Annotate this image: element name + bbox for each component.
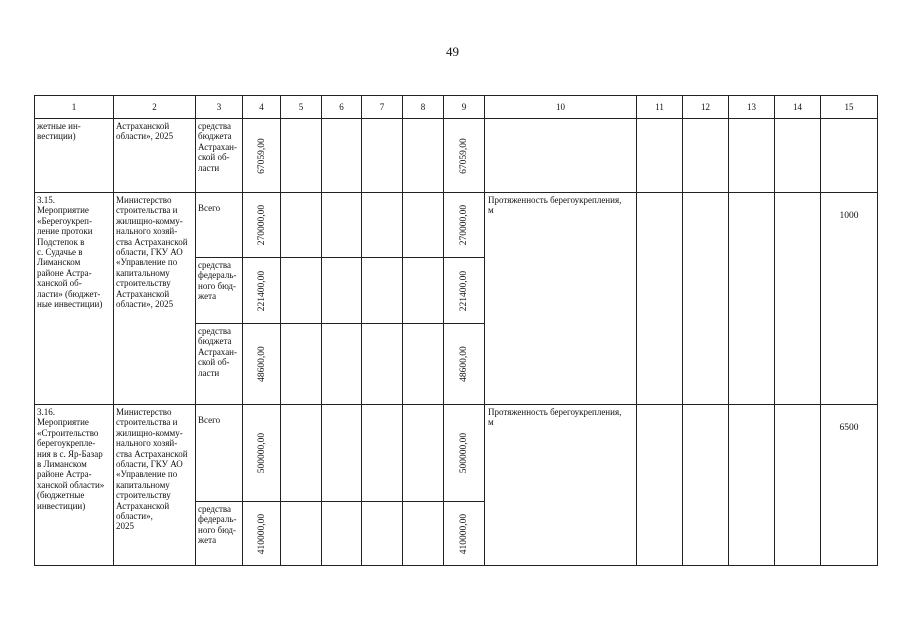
amount-year-cell: 48600,00 — [444, 324, 485, 405]
source-cell: средства федераль- ного бюд- жета — [196, 258, 243, 324]
amount-cell: 410000,00 — [243, 502, 281, 566]
amount-cell: 500000,00 — [243, 405, 281, 502]
amount-year-cell: 270000,00 — [444, 193, 485, 258]
amount-cell: 48600,00 — [243, 324, 281, 405]
header-cell: 12 — [683, 96, 729, 119]
amount-year-cell: 221400,00 — [444, 258, 485, 324]
amount-cell: 221400,00 — [243, 258, 281, 324]
header-cell: 5 — [281, 96, 322, 119]
executor-cell: Министерство строительства и жилищно-комму- нального хозяй- ства Астраханской области, ГКУ АО «Управление по капитальному строительству Астраханской области», 2025 — [114, 193, 196, 405]
executor-cell: Астраханской области», 2025 — [114, 119, 196, 193]
amount-year-cell: 410000,00 — [444, 502, 485, 566]
header-cell: 13 — [729, 96, 775, 119]
amount-cell: 67059,00 — [243, 119, 281, 193]
source-cell: средства федераль- ного бюд- жета — [196, 502, 243, 566]
header-cell: 4 — [243, 96, 281, 119]
header-cell: 2 — [114, 96, 196, 119]
measure-name-cell: 3.16. Мероприятие «Строительство берегоукрепле- ния в с. Яр-Базар в Лиманском районе Астра- ханской области» (бюджетные инвестиции) — [35, 405, 114, 566]
indicator-value-cell: 6500 — [821, 405, 878, 566]
source-cell: средства бюджета Астрахан- ской об- ласти — [196, 324, 243, 405]
executor-cell: Министерство строительства и жилищно-комму- нального хозяй- ства Астраханской области, ГКУ АО «Управление по капитальному строительству Астраханской области», 2025 — [114, 405, 196, 566]
source-cell: Всего — [196, 193, 243, 258]
header-cell: 14 — [775, 96, 821, 119]
header-cell: 8 — [403, 96, 444, 119]
header-cell: 11 — [637, 96, 683, 119]
indicator-value-cell: 1000 — [821, 193, 878, 405]
table-row — [35, 193, 878, 258]
indicator-cell: Протяженность берегоукрепления, м — [485, 405, 637, 566]
amount-cell: 270000,00 — [243, 193, 281, 258]
header-row — [35, 96, 878, 119]
header-cell: 1 — [35, 96, 114, 119]
page-number: 49 — [446, 44, 459, 59]
source-cell: Всего — [196, 405, 243, 502]
header-cell: 10 — [485, 96, 637, 119]
table-row — [35, 119, 878, 193]
indicator-cell: Протяженность берегоукрепления, м — [485, 193, 637, 405]
amount-year-cell: 67059,00 — [444, 119, 485, 193]
measure-name-cell: 3.15. Мероприятие «Берегоукреп- ление протоки Подстепок в с. Судачье в Лиманском районе Астра- ханской об- ласти» (бюджет- ные инвестиции) — [35, 193, 114, 405]
table-row — [35, 405, 878, 502]
amount-year-cell: 500000,00 — [444, 405, 485, 502]
header-cell: 3 — [196, 96, 243, 119]
header-cell: 7 — [362, 96, 403, 119]
header-cell: 9 — [444, 96, 485, 119]
measure-name-cell: жетные ин- вестиции) — [35, 119, 114, 193]
source-cell: средства бюджета Астрахан- ской об- ласти — [196, 119, 243, 193]
header-cell: 6 — [322, 96, 362, 119]
header-cell: 15 — [821, 96, 878, 119]
budget-table — [34, 95, 878, 566]
